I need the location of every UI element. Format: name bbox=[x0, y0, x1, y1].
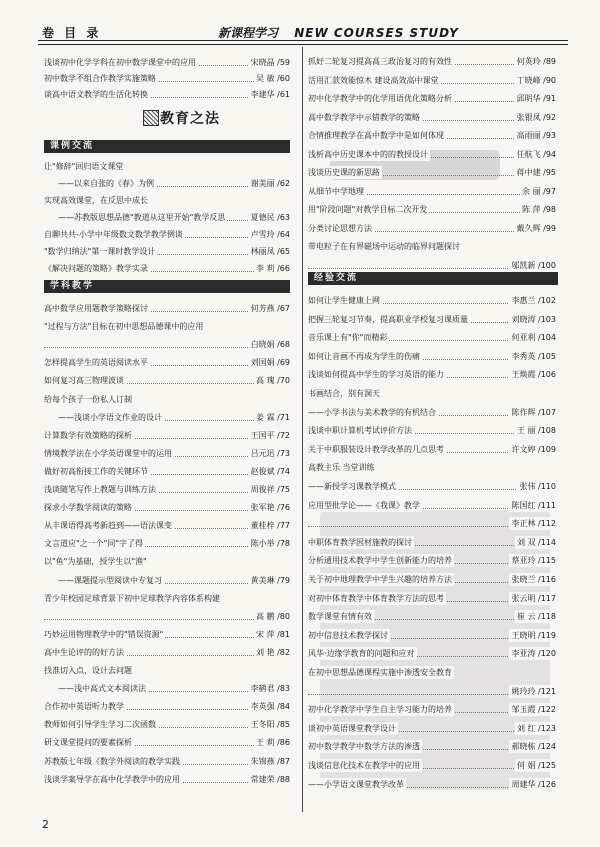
toc-entry-page: 邬凯新 /100 bbox=[511, 260, 556, 270]
toc-entry-title: 在初中思想品德课程实施中渗透安全教育 bbox=[308, 668, 452, 677]
right-top-list bbox=[308, 55, 556, 270]
toc-entry-title: 计算数学有效策略的探析 bbox=[44, 430, 132, 440]
toc-entry bbox=[44, 574, 290, 587]
toc-entry bbox=[44, 429, 290, 442]
toc-entry-page: 王晓明 /119 bbox=[511, 630, 556, 640]
toc-entry-title: 从丰课语得高考新趋到——语法课变 bbox=[44, 521, 172, 531]
toc-entry-page: 李鹤君 /83 bbox=[250, 684, 290, 694]
toc-entry bbox=[308, 573, 556, 586]
toc-entry-title: 把握三轮复习节奏，提高职业学校复习课质量 bbox=[308, 314, 468, 324]
toc-entry-page: 谢美丽 /62 bbox=[250, 179, 290, 188]
toc-entry bbox=[44, 393, 290, 406]
toc-entry bbox=[308, 240, 556, 253]
toc-entry-page: 李正林 /112 bbox=[511, 519, 556, 529]
toc-entry bbox=[308, 703, 556, 716]
toc-entry bbox=[44, 447, 290, 460]
toc-entry bbox=[44, 160, 290, 173]
toc-entry-page: 何英玲 /89 bbox=[516, 57, 556, 66]
toc-entry bbox=[308, 185, 556, 198]
header-rule-top bbox=[38, 40, 568, 41]
toc-entry-title: 情境教学法在小学英语课堂中的运用 bbox=[44, 448, 172, 458]
header-rule-bottom bbox=[38, 44, 568, 45]
toc-entry-title: 做好初高衔接工作的关键环节 bbox=[44, 466, 148, 476]
toc-entry-title: 《解决问题的策略》教学实录 bbox=[44, 264, 148, 273]
toc-entry-page: 张晓兰 /116 bbox=[511, 575, 556, 584]
toc-entry bbox=[308, 461, 556, 474]
toc-entry bbox=[308, 313, 556, 326]
toc-entry bbox=[44, 592, 290, 605]
toc-entry-page: 姜 霖 /71 bbox=[256, 412, 290, 422]
toc-entry-page: 王冬阳 /85 bbox=[250, 720, 290, 730]
toc-entry-title: 苏教版七年级《数学外阅读的教学实践 bbox=[44, 756, 180, 766]
toc-entry-page: 高 鹏 /80 bbox=[256, 611, 290, 621]
toc-entry-title: 浅谈如何提高中学生的学习英语的能力 bbox=[308, 370, 444, 380]
toc-entry-title: 文言道应"之一个"同"字了得 bbox=[44, 539, 144, 549]
toc-entry-title: 谈高中语文教学的生活化转换 bbox=[44, 90, 148, 99]
toc-entry-title: 怎样提高学生的英语阅读水平 bbox=[44, 358, 148, 368]
toc-entry-title: 青少年校园足球背景下初中足球教学内容体系构建 bbox=[44, 593, 220, 603]
toc-entry-page: 陈小举 /78 bbox=[250, 539, 290, 549]
toc-entry-title: ——浅谈小学语文作业的设计 bbox=[44, 411, 164, 424]
toc-entry-page: 高雨丽 /93 bbox=[516, 131, 556, 140]
toc-entry-title: "过程与方法"目标在初中思想品德课中的应用 bbox=[44, 322, 204, 332]
toc-entry-title: 分析通用技术教学中学生创新能力的培养 bbox=[308, 556, 452, 566]
toc-entry-page: 李建华 /61 bbox=[250, 90, 290, 99]
toc-entry-page: 朱锦燕 /87 bbox=[250, 756, 290, 766]
journal-title-en: NEW COURSES STUDY bbox=[294, 26, 459, 40]
toc-entry bbox=[308, 350, 556, 363]
toc-entry-page: 黄美琳 /79 bbox=[250, 575, 290, 585]
toc-entry-title: 关于初中地理教学中学生兴趣的培养方法 bbox=[308, 575, 452, 584]
toc-entry bbox=[308, 222, 556, 235]
column-divider bbox=[302, 47, 303, 812]
toc-entry bbox=[308, 92, 556, 105]
toc-entry-page: 邱明华 /91 bbox=[516, 94, 556, 103]
toc-entry-title: 初中数学教学中数学方法的渗透 bbox=[308, 742, 420, 752]
toc-entry-title: 合作初中英语听力教学 bbox=[44, 702, 124, 712]
toc-entry-title: 应用型批学论——《我课》教学 bbox=[308, 500, 420, 510]
toc-entry bbox=[44, 211, 290, 224]
toc-entry-title: 自聊共共-小学中年级数文数学教学例谈 bbox=[44, 230, 183, 239]
toc-entry-page: 余 丽 /97 bbox=[522, 186, 556, 196]
toc-entry-page: 李英强 /84 bbox=[250, 702, 290, 712]
toc-entry-title: 如何复习高三物理波谈 bbox=[44, 376, 124, 386]
toc-entry-title: 研文课堂提问的要素探析 bbox=[44, 738, 132, 748]
toc-entry-page: 常建荣 /88 bbox=[250, 774, 290, 784]
toc-entry bbox=[44, 700, 290, 713]
toc-entry bbox=[308, 480, 556, 493]
toc-entry-page: 崔 云 /118 bbox=[516, 612, 556, 622]
toc-entry bbox=[308, 368, 556, 381]
toc-entry bbox=[44, 56, 290, 69]
toc-entry bbox=[44, 628, 290, 641]
toc-entry-page: 吕元迅 /73 bbox=[250, 448, 290, 458]
toc-entry-title: 浅谈随笔写作上教题与训练方法 bbox=[44, 485, 156, 494]
toc-entry-title: 对初中体育教学中体育教学方法的思考 bbox=[308, 593, 444, 603]
left-bottom-list bbox=[44, 302, 290, 802]
toc-entry-title: 浅谈初中化学学科在初中数学课堂中的应用 bbox=[44, 58, 196, 67]
toc-entry bbox=[44, 537, 290, 550]
toc-entry-title: 初中数学不组合作教学实施策略 bbox=[44, 74, 156, 83]
toc-entry-page: 董桂梓 /77 bbox=[250, 521, 290, 531]
toc-entry bbox=[44, 411, 290, 424]
toc-entry-page: 何亚利 /104 bbox=[511, 333, 556, 343]
toc-entry-title: 如何让学生健康上网 bbox=[308, 296, 380, 305]
toc-entry-page: 戴久辉 /99 bbox=[516, 223, 556, 233]
toc-entry bbox=[308, 129, 556, 142]
toc-entry bbox=[44, 320, 290, 333]
journal-title-cn: 新课程学习 bbox=[218, 26, 279, 40]
toc-entry-page: 蔡亚玲 /115 bbox=[511, 556, 556, 566]
toc-entry bbox=[44, 664, 290, 677]
toc-entry-page: 王 丽 /108 bbox=[516, 426, 556, 436]
toc-entry-title: 浅谈中职计算机考试评价方法 bbox=[308, 426, 412, 436]
toc-entry-title: ——小学语文课堂教学改革 bbox=[308, 779, 404, 789]
toc-entry-title: 合情推理教学在高中数学中是如何体现 bbox=[308, 131, 444, 140]
toc-entry bbox=[308, 592, 556, 605]
toc-entry-page: 张伟 /110 bbox=[519, 482, 556, 491]
toc-entry-page: 刘国娟 /69 bbox=[250, 358, 290, 368]
toc-entry-title: ——课题提示型阅读中专复习 bbox=[44, 574, 164, 587]
toc-entry-page: 张云明 /117 bbox=[511, 593, 556, 603]
toc-entry-page: 丁晓峰 /90 bbox=[516, 75, 556, 85]
toc-entry-page: 夏德民 /63 bbox=[250, 213, 290, 222]
toc-entry bbox=[44, 88, 290, 101]
left-mid-list bbox=[44, 160, 290, 280]
toc-entry bbox=[44, 646, 290, 659]
toc-entry-title: 初中化学教学中学生自主学习能力的培养 bbox=[308, 705, 452, 715]
toc-entry-page: 何芳燕 /67 bbox=[250, 304, 290, 313]
toc-entry bbox=[44, 755, 290, 768]
toc-entry-title: ——以来自张的《春》为例 bbox=[44, 177, 156, 190]
toc-entry-title: 分类讨论思想方法 bbox=[308, 223, 372, 233]
toc-entry bbox=[44, 356, 290, 369]
toc-entry-title: 让"修辞"回归语文课堂 bbox=[44, 162, 124, 171]
toc-entry-page: 陈 萍 /98 bbox=[522, 205, 556, 214]
toc-entry-page: 高 瑰 /70 bbox=[256, 376, 290, 386]
toc-entry bbox=[44, 773, 290, 786]
toc-entry-title: 探求小学数学阅读的策略 bbox=[44, 503, 132, 513]
toc-entry bbox=[44, 519, 290, 532]
toc-entry-title: 谈初中英语课堂教学设计 bbox=[308, 723, 396, 733]
page-number: 2 bbox=[42, 818, 49, 831]
toc-entry bbox=[308, 259, 556, 272]
toc-entry-page: 卢雪玲 /64 bbox=[250, 230, 290, 239]
toc-entry-page: 陈作辉 /107 bbox=[511, 407, 556, 417]
toc-entry-page: 王国平 /72 bbox=[250, 430, 290, 440]
toc-entry bbox=[308, 55, 556, 68]
toc-entry-title: 高教主乐 当堂训练 bbox=[308, 463, 375, 473]
toc-entry-title: 活用汇款效能惊木 建设高效高中课堂 bbox=[308, 75, 439, 85]
toc-entry-title: ——浅中高式文本阅读法 bbox=[44, 682, 148, 695]
toc-entry bbox=[308, 554, 556, 567]
toc-entry bbox=[44, 338, 290, 351]
toc-entry-title: 用"阶段问题"对教学目标二次开发 bbox=[308, 205, 428, 214]
toc-entry-title: 浅谈学案导学在高中化学教学中的应用 bbox=[44, 774, 180, 784]
toc-entry-page: 李 莉 /66 bbox=[256, 264, 290, 273]
toc-entry-title: 初中信息技术教学探讨 bbox=[308, 630, 388, 640]
toc-entry bbox=[44, 501, 290, 514]
toc-entry-title: 浅析高中历史课本中的的教授设计 bbox=[308, 149, 428, 159]
toc-entry bbox=[308, 443, 556, 456]
toc-entry-title: 以"鱼"为基础，授学生以"渔" bbox=[44, 557, 147, 567]
toc-entry-title: 带电粒子在有界磁场中运动的临界问题探讨 bbox=[308, 242, 460, 251]
toc-entry-page: 宋 萍 /81 bbox=[256, 629, 290, 639]
toc-entry-title: 给每个孩子一份私人订制 bbox=[44, 394, 132, 404]
toc-entry-page: 刘 双 /114 bbox=[516, 537, 556, 547]
toc-entry bbox=[44, 718, 290, 731]
toc-entry bbox=[44, 177, 290, 190]
toc-entry-page: 李亚涛 /120 bbox=[511, 649, 556, 659]
toc-entry-title: "数学归纳法"第一课时教学设计 bbox=[44, 247, 156, 256]
toc-entry bbox=[44, 610, 290, 623]
toc-entry-title: ——苏教版思想品德"教道从这里开始"教学反思 bbox=[44, 211, 227, 224]
toc-entry bbox=[44, 245, 290, 258]
toc-entry-page: 任航飞 /94 bbox=[516, 149, 556, 159]
toc-entry-page: 姚玲玲 /121 bbox=[511, 686, 556, 696]
toc-entry-page: 宋晓晶 /59 bbox=[250, 58, 290, 67]
toc-entry bbox=[44, 228, 290, 241]
section-title: 教育之法 bbox=[160, 111, 220, 127]
toc-entry-title: 音乐课上有"你"而精彩 bbox=[308, 333, 388, 343]
toc-entry bbox=[44, 483, 290, 496]
toc-entry-title: 实现高效课堂，在反思中成长 bbox=[44, 196, 148, 205]
toc-entry bbox=[308, 331, 556, 344]
toc-entry-page: 何 娟 /125 bbox=[516, 761, 556, 770]
toc-entry-page: 林丽凤 /65 bbox=[250, 247, 290, 256]
toc-entry bbox=[308, 74, 556, 87]
toc-entry-title: 初中化学教学中的化学用语优化策略分析 bbox=[308, 94, 452, 103]
toc-entry-title: 高中数学教学中示错教学的策略 bbox=[308, 112, 420, 122]
toc-entry-page: 张银凤 /92 bbox=[516, 112, 556, 122]
toc-entry-title: 找准切入点，设计去问题 bbox=[44, 666, 132, 675]
toc-entry-page: 王焕霞 /106 bbox=[511, 370, 556, 380]
toc-entry bbox=[44, 194, 290, 207]
banner-subject-teaching: 学科教学 bbox=[44, 280, 290, 293]
toc-entry bbox=[308, 387, 556, 400]
toc-entry-title: 浅谈历史课的新思路 bbox=[308, 168, 380, 177]
toc-entry bbox=[44, 374, 290, 387]
toc-entry-page: 刘晓涛 /103 bbox=[511, 314, 556, 324]
toc-entry-page: 郝晓栋 /124 bbox=[511, 742, 556, 752]
toc-entry-title: 从细节中学地理 bbox=[308, 186, 364, 196]
toc-entry-page: 李惠兰 /102 bbox=[511, 296, 556, 305]
toc-entry bbox=[44, 465, 290, 478]
toc-entry bbox=[44, 262, 290, 275]
toc-entry bbox=[44, 302, 290, 315]
toc-entry-title: ——新授学习课教学模式 bbox=[308, 482, 396, 491]
toc-entry bbox=[308, 424, 556, 437]
toc-entry-title: 抓好二轮复习提高高三政治复习的有效性 bbox=[308, 57, 452, 66]
toc-entry-title: 教师如何引导学生学习二次函数 bbox=[44, 720, 156, 730]
toc-entry-title: 高中生论评的的好方法 bbox=[44, 647, 124, 657]
toc-entry-title: 中职体育教学因材施教的探讨 bbox=[308, 537, 412, 547]
toc-entry-title: 书画结合，别有洞天 bbox=[308, 389, 380, 398]
toc-entry-title: 高中数学应用题教学策略探讨 bbox=[44, 304, 148, 313]
toc-entry-title: 数学课堂有情有效 bbox=[308, 612, 372, 622]
toc-entry-page: 王 莉 /86 bbox=[256, 738, 290, 748]
section-emblem-icon bbox=[143, 110, 159, 126]
header-section-label: 卷 目 录 bbox=[42, 26, 102, 40]
toc-entry-title: ——小学书法与美术教学的有机结合 bbox=[308, 407, 436, 417]
toc-entry-title: 风华·边缘学教育的问题和应对 bbox=[308, 649, 415, 659]
toc-entry-title: 浅谈信息化技术在教学中的应用 bbox=[308, 761, 420, 770]
toc-entry bbox=[44, 72, 290, 85]
toc-entry-page: 赵俊斌 /74 bbox=[250, 466, 290, 476]
toc-entry bbox=[308, 111, 556, 124]
toc-entry-title: 关于中职服装设计教学改革的几点思考 bbox=[308, 444, 444, 454]
toc-entry-page: 张军艳 /76 bbox=[250, 503, 290, 513]
toc-entry-page: 刘 艳 /82 bbox=[256, 647, 290, 657]
toc-entry-page: 蒋中建 /95 bbox=[516, 168, 556, 177]
toc-entry-page: 李秀英 /105 bbox=[511, 351, 556, 361]
toc-entry-page: 周俊祥 /75 bbox=[250, 485, 290, 494]
toc-entry-page: 许文婷 /109 bbox=[511, 444, 556, 454]
left-top-list bbox=[44, 56, 290, 104]
toc-entry bbox=[44, 682, 290, 695]
toc-entry bbox=[308, 203, 556, 216]
toc-entry-page: 陈国红 /111 bbox=[511, 500, 556, 510]
toc-entry-page: 周建华 /126 bbox=[511, 779, 556, 789]
toc-entry-page: 刘 红 /123 bbox=[516, 723, 556, 733]
toc-entry bbox=[308, 294, 556, 307]
toc-entry-title: 如何让音画不再成为学生的伤痛 bbox=[308, 351, 420, 361]
banner-experience-exchange: 经验交流 bbox=[308, 272, 558, 285]
toc-entry-title: 巧妙运用物理教学中的"错误资源" bbox=[44, 629, 164, 639]
toc-entry bbox=[44, 555, 290, 568]
banner-course-exchange: 课例交流 bbox=[44, 140, 290, 153]
toc-entry bbox=[308, 406, 556, 419]
toc-entry-page: 吴 敏 /60 bbox=[256, 74, 290, 83]
journal-title bbox=[218, 24, 459, 41]
toc-entry-page: 白晓娟 /68 bbox=[250, 340, 290, 350]
toc-entry bbox=[44, 736, 290, 749]
toc-entry-page: 邹玉霞 /122 bbox=[511, 705, 556, 715]
